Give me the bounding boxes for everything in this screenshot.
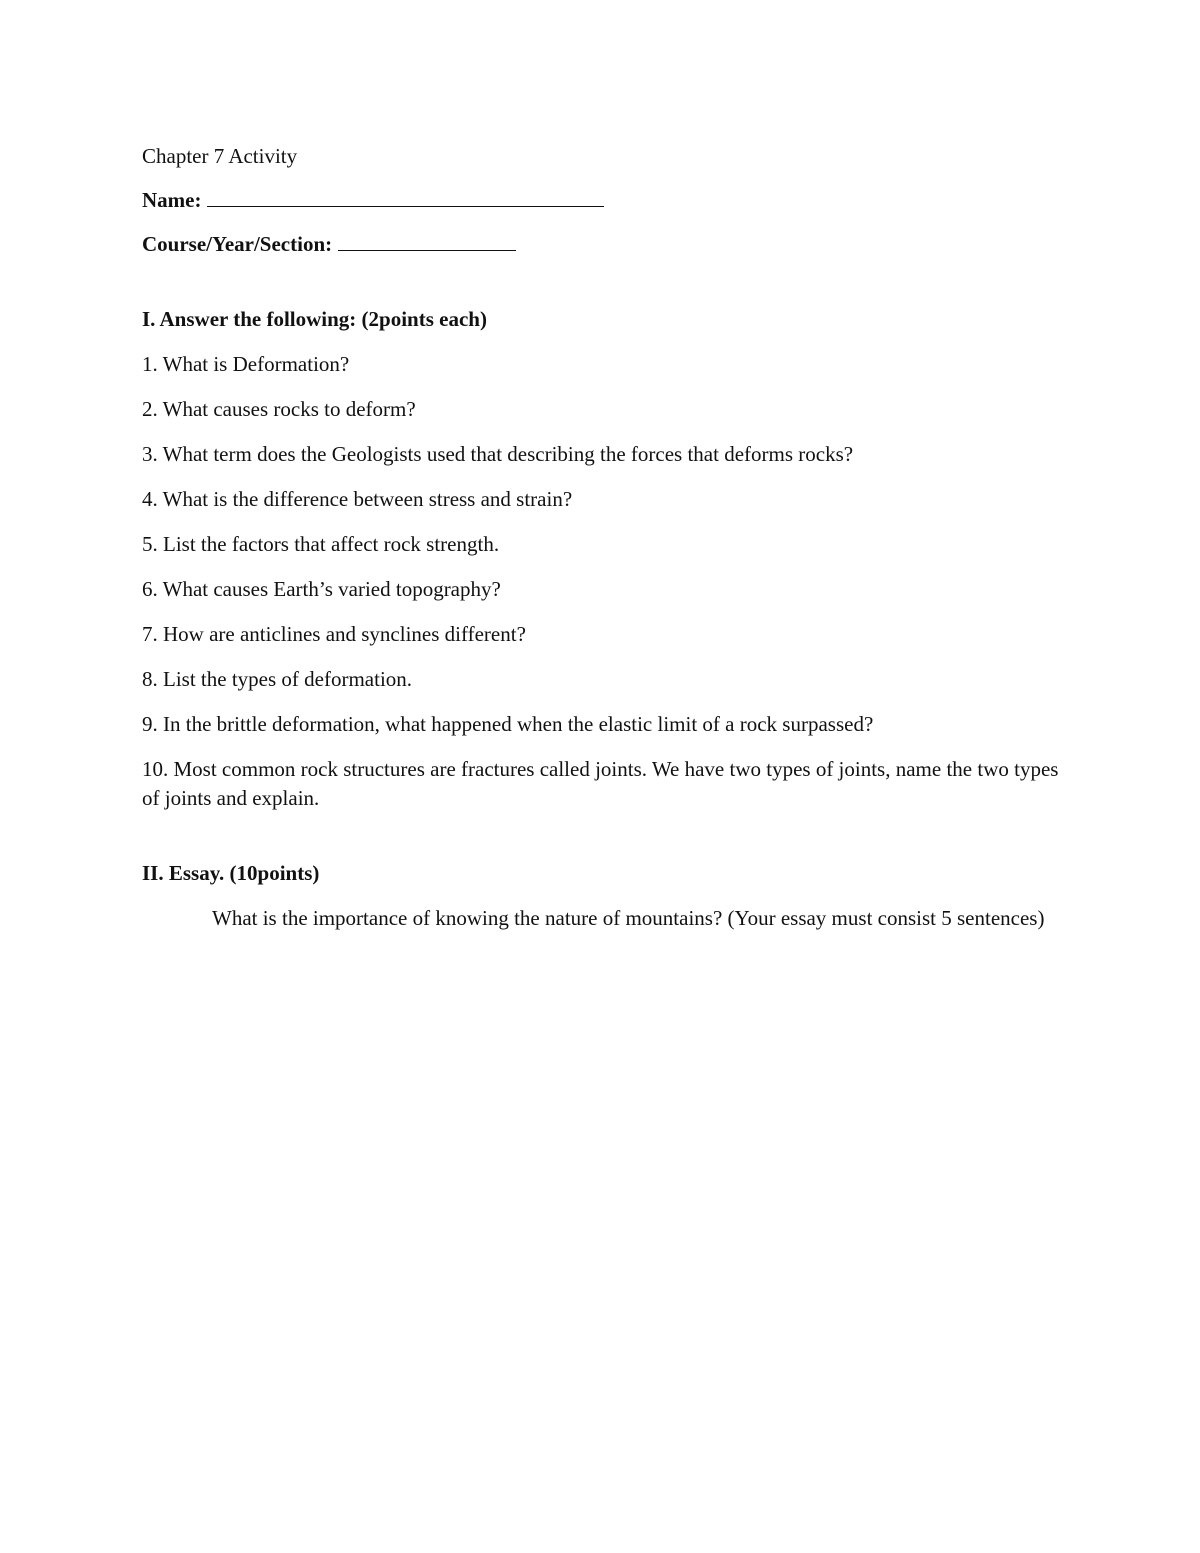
essay-prompt: What is the importance of knowing the nature of mountains? (Your essay must consist 5 sentences)	[212, 906, 1045, 930]
question-3: 3. What term does the Geologists used that describing the forces that deforms rocks?	[142, 442, 854, 466]
question-2: 2. What causes rocks to deform?	[142, 397, 416, 421]
name-blank-line	[207, 188, 604, 207]
course-year-section-field	[142, 230, 1062, 259]
question-10: 10. Most common rock structures are fractures called joints. We have two types of joints, name the two types of joints and explain.	[142, 757, 1059, 810]
document-title: Chapter 7 Activity	[142, 144, 298, 168]
section-2-heading: II. Essay. (10points)	[142, 861, 320, 885]
section-1-heading: I. Answer the following: (2points each)	[142, 307, 487, 331]
question-9: 9. In the brittle deformation, what happened when the elastic limit of a rock surpassed?	[142, 712, 874, 736]
course-year-section-label: Course/Year/Section:	[142, 232, 333, 256]
question-7: 7. How are anticlines and synclines different?	[142, 622, 526, 646]
name-label: Name:	[142, 188, 202, 212]
course-year-section-blank-line	[338, 232, 516, 251]
question-6: 6. What causes Earth’s varied topography?	[142, 577, 501, 601]
question-5: 5. List the factors that affect rock strength.	[142, 532, 500, 556]
question-4: 4. What is the difference between stress and strain?	[142, 487, 573, 511]
question-1: 1. What is Deformation?	[142, 352, 350, 376]
document-body	[142, 142, 1062, 933]
question-8: 8. List the types of deformation.	[142, 667, 413, 691]
name-field	[142, 186, 1062, 215]
